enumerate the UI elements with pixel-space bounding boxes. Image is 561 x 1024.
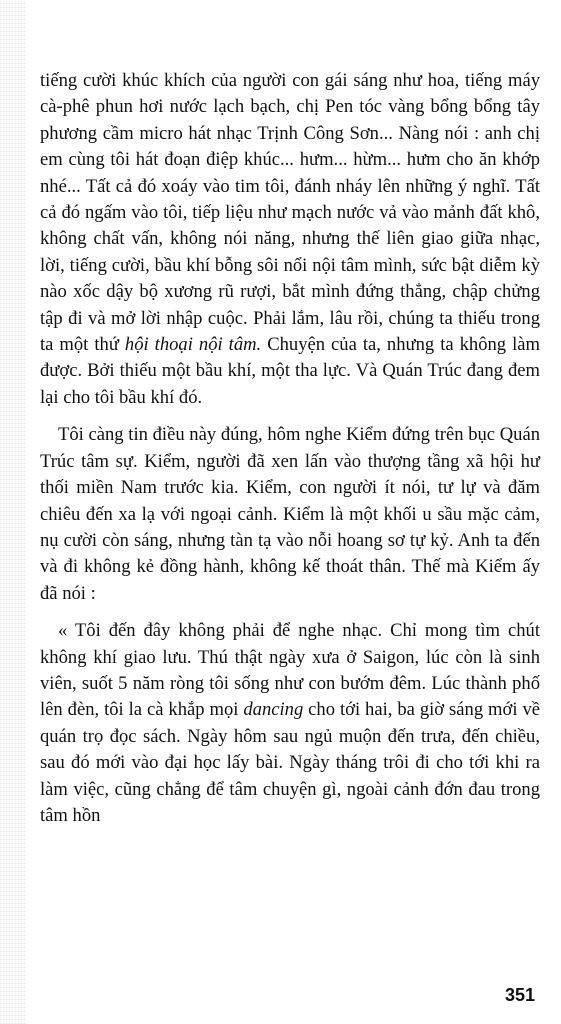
paragraph-2-text: Tôi càng tin điều này đúng, hôm nghe Kiểm đứng trên bục Quán Trúc tâm sự. Kiểm, người đã xen lấn vào thượng tầng xã hội hư thối miền Nam trước kia. Kiểm, con người ít nói, tư lự và đăm chiêu đến xa lạ với ngoại cảnh. Kiểm là một khối u sầu mặc cảm, nụ cười còn sáng, nhưng tàn tạ vào nỗi hoang sơ tự kỷ. Anh ta đến và đi không kẻ đồng hành, không kế thoát thân. Thế mà Kiểm ấy đã nói : <box>40 424 540 604</box>
paragraph-1-text-b: Chuyện của ta, nhưng ta không làm được. Bởi thiếu một bầu khí, một tha lực. Và Quán Trúc đang đem lại cho tôi bầu khí đó. <box>40 334 540 408</box>
paragraph-3 <box>40 618 540 829</box>
scan-edge-texture <box>0 0 26 1024</box>
paragraph-1 <box>40 68 540 411</box>
paragraph-3-text-a: « Tôi đến đây không phải để nghe nhạc. Chỉ mong tìm chút không khí giao lưu. Thú thật ngày xưa ở Saigon, lúc còn là sinh viên, suốt 5 năm ròng tôi sống như con bướm đêm. Lúc thành phố lên đèn, tôi la cà khắp mọi <box>40 620 540 721</box>
paragraph-2 <box>40 422 540 607</box>
paragraph-1-italic-phrase: hội thoại nội tâm. <box>124 334 262 356</box>
paragraph-3-italic-word: dancing <box>243 699 304 721</box>
paragraph-3-text-b: cho tới hai, ba giờ sáng mới về quán trọ đọc sách. Ngày hôm sau ngủ muộn đến trưa, đến chiều, sau đó mới vào đại học lấy bài. Ngày tháng trôi đi cho tới khi ra làm việc, cũng chẳng để tâm chuyện gì, ngoài cảnh đớn đau trong tâm hồn <box>40 699 540 826</box>
page-body <box>40 68 540 829</box>
page-number: 351 <box>505 985 536 1005</box>
paragraph-1-text-a: tiếng cười khúc khích của người con gái sáng như hoa, tiếng máy cà-phê phun hơi nước lạch bạch, chị Pen tóc vàng bổng bổng tây phương cầm micro hát nhạc Trịnh Công Sơn... Nàng nói : anh chị em cùng tôi hát đoạn điệp khúc... hưm... hừm... hưm cho ăn khớp nhé... Tất cả đó xoáy vào tim tôi, đánh nháy lên những ý nghĩ. Tất cả đó ngấm vào tôi, tiếp liệu như mạch nước vả vào mảnh đất khô, không chất vấn, không nói năng, nhưng thế liên giao giữa nhạc, lời, tiếng cười, bầu khí bỗng sôi nổi nội tâm mình, sức bật diễm kỳ nào xốc dậy bộ xương rũ rượi, bắt mình đứng thẳng, chập chửng tập đi và mở lời nhập cuộc. Phải lắm, lâu rồi, chúng ta thiếu trong ta một thứ <box>40 70 540 356</box>
